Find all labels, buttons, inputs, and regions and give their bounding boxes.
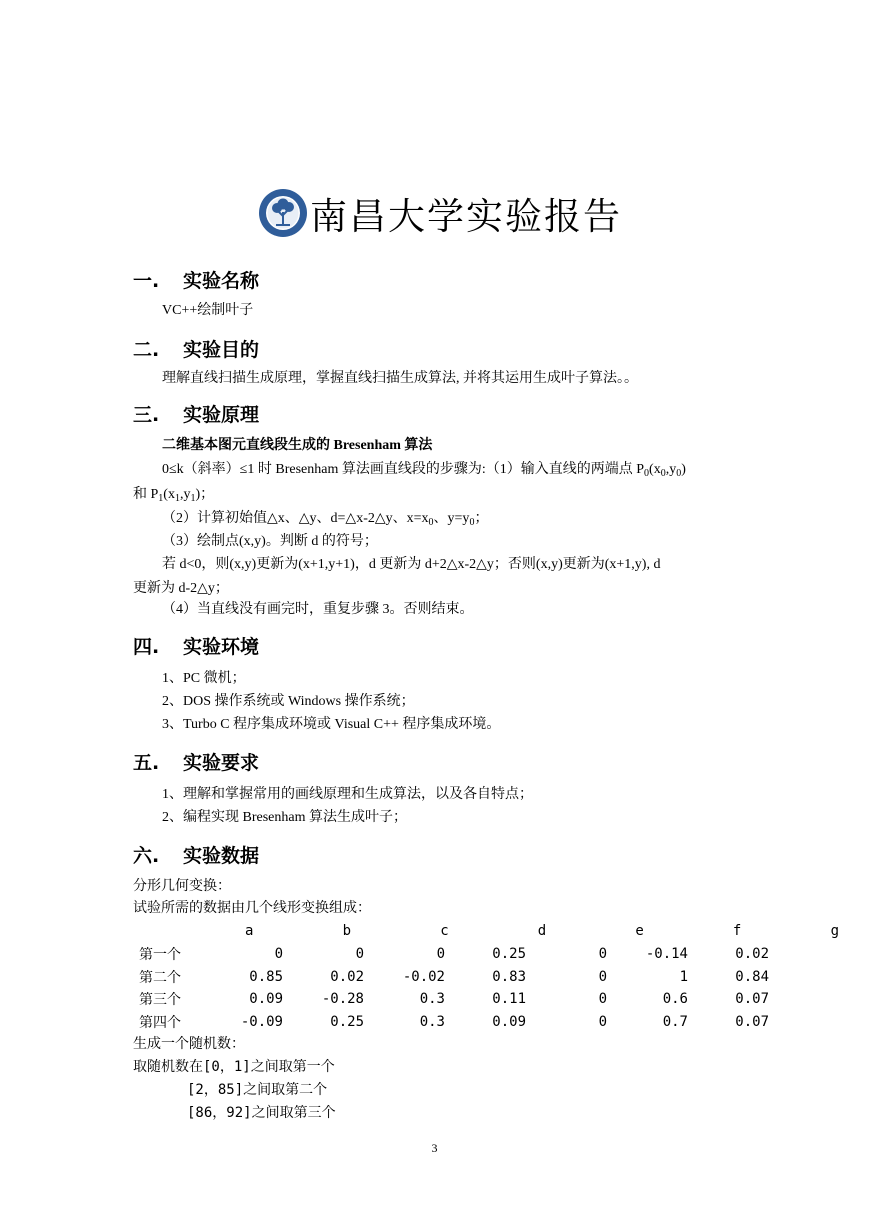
table-cell: -0.14 [645,946,688,963]
table-row [133,1011,770,1034]
section-heading-6: 六. 实验数据 [133,845,260,867]
principle-condition-1: 若 d<0，则(x,y)更新为(x+1,y+1)，d 更新为 d+2△x-2△y；否则(x,y)更新为(x+1,y), d [162,557,661,572]
table-header-cell: g [830,923,839,940]
table-cell: 0 [274,946,283,963]
table-cell: 0.85 [249,968,283,985]
section-heading-2: 二. 实验目的 [133,339,260,361]
table-cell: -0.28 [321,991,364,1008]
transform-table-body [133,943,770,1033]
row-label: 第三个 [139,992,181,1009]
table-header-cell: b [342,923,352,940]
table-cell: 0 [598,968,607,985]
table-cell: 0 [436,946,445,963]
table-cell: 0 [598,991,607,1008]
table-cell: 0 [598,1013,607,1030]
row-label: 第二个 [139,969,181,986]
random-line-3: [2，85]之间取第二个 [187,1082,328,1098]
table-header-cell: e [635,923,644,940]
section-heading-1: 一. 实验名称 [133,270,260,292]
table-cell: 0.07 [735,1013,769,1030]
table-row [133,943,770,966]
requirement-item: 2、编程实现 Bresenham 算法生成叶子； [162,810,407,825]
table-header-cell: d [537,923,547,940]
principle-subtitle: 二维基本图元直线段生成的 Bresenham 算法 [162,438,433,453]
table-cell: 0.6 [662,991,688,1008]
row-label: 第四个 [139,1014,181,1031]
random-line-2: 取随机数在[0，1]之间取第一个 [133,1059,335,1075]
table-cell: 0.02 [330,968,364,985]
table-cell: 0.3 [419,991,445,1008]
section-heading-5: 五. 实验要求 [133,752,260,774]
table-cell: 0.25 [492,946,526,963]
requirement-item: 1、理解和掌握常用的画线原理和生成算法，以及各自特点； [162,787,533,802]
table-header-row [133,920,869,943]
environment-item: 1、PC 微机； [162,671,246,686]
random-line-4: [86，92]之间取第三个 [187,1105,336,1121]
table-cell: 0.09 [249,991,283,1008]
page-title: 南昌大学实验报告 [310,195,622,238]
table-cell: 0 [598,946,607,963]
principle-line-1: 0≤k（斜率）≤1 时 Bresenham 算法画直线段的步骤为:（1）输入直线的两端点 $P_0(x_0,y_0)$ [162,462,686,479]
experiment-name-text: VC++绘制叶子 [162,303,254,318]
table-cell: 0.3 [419,1013,445,1030]
table-cell: 0.02 [735,946,769,963]
experiment-purpose-text: 理解直线扫描生成原理，掌握直线扫描生成算法, 并将其运用生成叶子算法。。 [162,371,638,386]
table-header-cell: a [245,923,254,940]
page-number: 3 [431,1141,438,1155]
table-cell: 0.25 [330,1013,364,1030]
table-cell: 0.07 [735,991,769,1008]
data-line-2: 试验所需的数据由几个线形变换组成： [133,901,371,916]
table-cell: 0 [355,946,364,963]
data-line-1: 分形几何变换： [133,879,231,894]
principle-condition-2: 更新为 d-2△y； [133,581,229,596]
university-seal-icon [258,188,308,238]
row-label: 第一个 [139,947,181,964]
principle-step-2: （2）计算初始值△x、△y、d=△x-2△y、$x=x_0$、$y=y_0$； [162,511,489,528]
table-header-cell: c [440,923,449,940]
transform-table [133,920,869,943]
random-line-1: 生成一个随机数： [133,1036,245,1052]
table-header-cell: f [732,923,742,940]
table-cell: -0.02 [402,968,445,985]
table-cell: 1 [679,968,688,985]
section-heading-3: 三. 实验原理 [133,404,260,426]
title-block [258,185,622,241]
table-cell: -0.09 [240,1013,283,1030]
section-heading-4: 四. 实验环境 [133,636,260,658]
principle-line-2: 和 $P_1(x_1,y_1)$； [133,487,215,504]
table-cell: 0.11 [492,991,526,1008]
table-cell: 0.09 [492,1013,526,1030]
table-cell: 0.84 [735,968,769,985]
principle-step-3: （3）绘制点(x,y)。判断 d 的符号； [162,534,378,549]
table-row [133,988,770,1011]
environment-item: 3、Turbo C 程序集成环境或 Visual C++ 程序集成环境。 [162,717,501,732]
table-row [133,966,770,989]
principle-step-4: （4）当直线没有画完时，重复步骤 3。否则结束。 [162,602,474,617]
table-cell: 0.7 [662,1013,688,1030]
environment-item: 2、DOS 操作系统或 Windows 操作系统； [162,694,415,709]
table-cell: 0.83 [492,968,526,985]
